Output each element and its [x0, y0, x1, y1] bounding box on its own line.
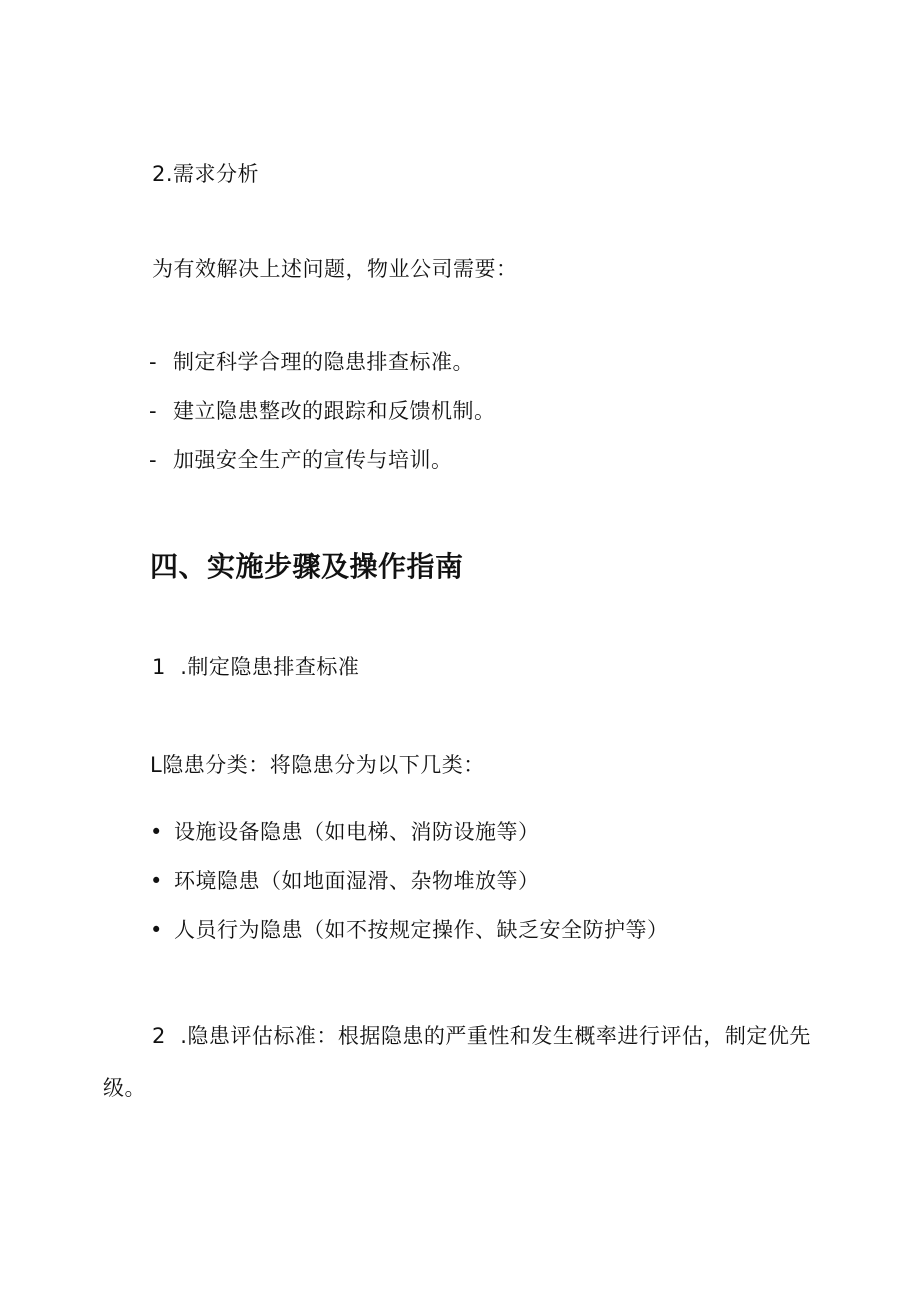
section-title: 2.需求分析 — [152, 162, 260, 186]
step-paragraph: 2 .隐患评估标准：根据隐患的严重性和发生概率进行评估，制定优先级。 — [103, 1024, 811, 1100]
classification-text: L隐患分类：将隐患分为以下几类： — [150, 753, 485, 777]
list-item-text: 建立隐患整改的跟踪和反馈机制。 — [173, 399, 496, 423]
list-item — [149, 446, 453, 474]
bullet-marker: • — [150, 869, 163, 893]
bullet-item — [150, 916, 669, 944]
list-item — [149, 348, 474, 376]
list-item — [149, 397, 496, 425]
bullet-item-text: 环境隐患（如地面湿滑、杂物堆放等） — [174, 869, 540, 893]
dash-marker: - — [149, 399, 158, 423]
step-title: 1 .制定隐患排查标准 — [152, 655, 360, 679]
section-intro: 为有效解决上述问题，物业公司需要： — [152, 257, 518, 281]
bullet-item-text: 设施设备隐患（如电梯、消防设施等） — [174, 820, 540, 844]
dash-marker: - — [149, 350, 158, 374]
bullet-marker: • — [150, 820, 163, 844]
dash-marker: - — [149, 448, 158, 472]
list-item-text: 制定科学合理的隐患排查标准。 — [173, 350, 474, 374]
bullet-marker: • — [150, 918, 163, 942]
bullet-item — [150, 867, 540, 895]
bullet-item-text: 人员行为隐患（如不按规定操作、缺乏安全防护等） — [174, 918, 669, 942]
chapter-heading: 四、实施步骤及操作指南 — [150, 550, 464, 583]
bullet-item — [150, 818, 540, 846]
list-item-text: 加强安全生产的宣传与培训。 — [173, 448, 453, 472]
